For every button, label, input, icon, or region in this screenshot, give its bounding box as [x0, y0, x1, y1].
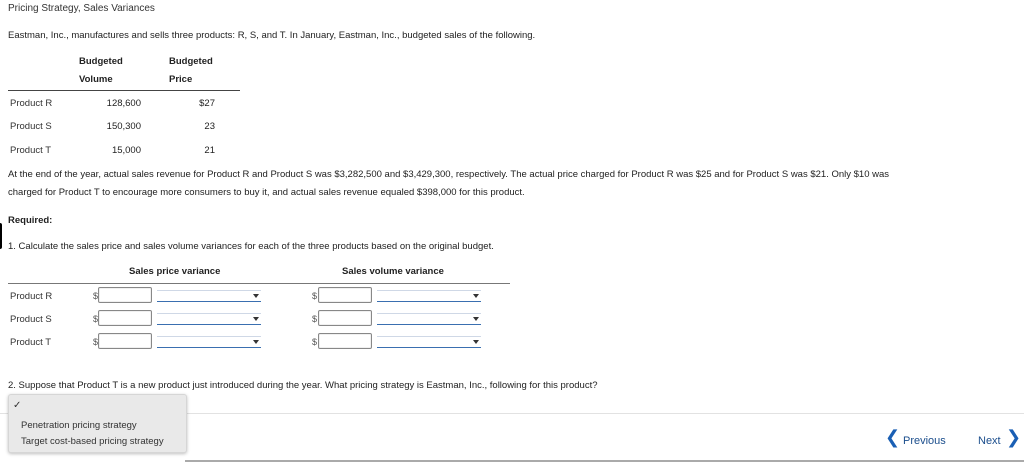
budget-price-t: 21	[204, 145, 215, 156]
volume-variance-input-t[interactable]	[318, 333, 372, 349]
price-variance-input-t[interactable]	[98, 333, 152, 349]
variance-row-label: Product R	[10, 291, 53, 302]
volume-variance-type-select-s[interactable]	[377, 313, 481, 325]
volume-variance-input-s[interactable]	[318, 310, 372, 326]
currency-symbol: $	[312, 314, 318, 324]
check-icon: ✓	[13, 400, 22, 411]
currency-symbol: $	[312, 337, 318, 347]
chevron-down-icon	[253, 340, 259, 344]
question-1: 1. Calculate the sales price and sales volume variances for each of the three products based on the original budget.	[8, 241, 494, 252]
volume-variance-type-select-t[interactable]	[377, 336, 481, 348]
price-variance-type-select-r[interactable]	[157, 290, 261, 302]
table-rule	[8, 283, 510, 284]
price-variance-type-select-t[interactable]	[157, 336, 261, 348]
dropdown-option-penetration[interactable]: Penetration pricing strategy	[21, 420, 137, 431]
page-title: Pricing Strategy, Sales Variances	[8, 3, 155, 14]
required-label: Required:	[8, 215, 53, 226]
variance-row-label: Product S	[10, 314, 52, 325]
pricing-strategy-dropdown[interactable]	[8, 394, 187, 453]
currency-symbol: $	[93, 337, 99, 347]
budget-row-label: Product S	[10, 121, 52, 132]
price-variance-input-s[interactable]	[98, 310, 152, 326]
price-variance-header: Sales price variance	[129, 266, 221, 277]
budget-row-label: Product R	[10, 98, 53, 109]
currency-symbol: $	[93, 291, 99, 301]
chevron-right-icon: ❯	[1006, 427, 1022, 447]
volume-header-line2: Volume	[79, 74, 113, 85]
budget-row-label: Product T	[10, 145, 52, 156]
variance-row-label: Product T	[10, 337, 52, 348]
previous-label: Previous	[903, 435, 946, 447]
chevron-down-icon	[473, 317, 479, 321]
budget-volume-t: 15,000	[111, 145, 141, 156]
focus-marker	[0, 223, 2, 249]
currency-symbol: $	[93, 314, 99, 324]
budget-volume-s: 150,300	[106, 121, 141, 132]
price-header-line1: Budgeted	[169, 56, 213, 67]
budget-volume-r: 128,600	[106, 98, 141, 109]
volume-variance-header: Sales volume variance	[342, 266, 444, 277]
table-rule	[8, 90, 240, 91]
chevron-down-icon	[473, 340, 479, 344]
next-label: Next	[978, 435, 1001, 447]
question-2: 2. Suppose that Product T is a new product just introduced during the year. What pricing strategy is Eastman, Inc., following for this product?	[8, 380, 598, 391]
chevron-left-icon: ❮	[885, 427, 901, 447]
chevron-down-icon	[253, 317, 259, 321]
price-variance-type-select-s[interactable]	[157, 313, 261, 325]
currency-symbol: $	[312, 291, 318, 301]
scenario-line-1: At the end of the year, actual sales revenue for Product R and Product S was $3,282,500 and $3,429,300, respectively. The actual price charged for Product R was $25 and for Product S was $21. Only $10 was	[8, 169, 890, 180]
intro-text: Eastman, Inc., manufactures and sells three products: R, S, and T. In January, Eastman, Inc., budgeted sales of the following.	[8, 30, 536, 41]
price-variance-input-r[interactable]	[98, 287, 152, 303]
budget-price-r: $27	[199, 98, 215, 109]
volume-variance-type-select-r[interactable]	[377, 290, 481, 302]
volume-variance-input-r[interactable]	[318, 287, 372, 303]
dropdown-option-target-cost[interactable]: Target cost-based pricing strategy	[21, 436, 164, 447]
price-header-line2: Price	[169, 74, 193, 85]
chevron-down-icon	[473, 294, 479, 298]
scenario-line-2: charged for Product T to encourage more consumers to buy it, and actual sales revenue equaled $398,000 for this product.	[8, 187, 525, 198]
budget-price-s: 23	[204, 121, 215, 132]
chevron-down-icon	[253, 294, 259, 298]
volume-header-line1: Budgeted	[79, 56, 123, 67]
